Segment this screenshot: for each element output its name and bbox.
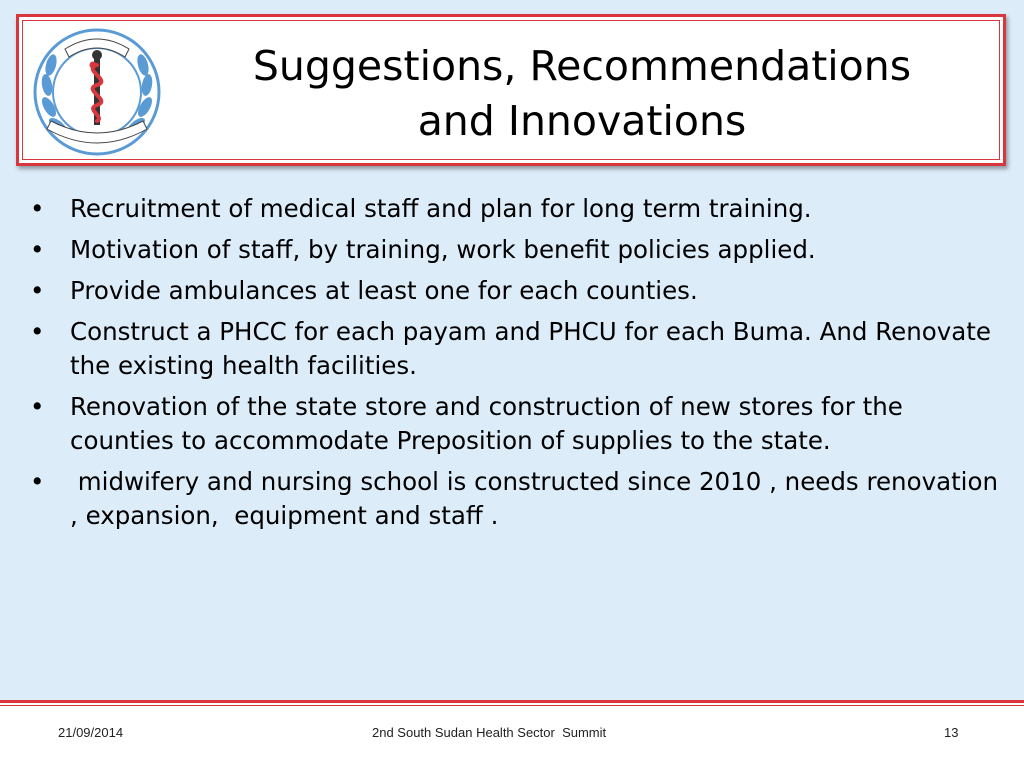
bullet-text: Renovation of the state store and construction of new stores for the counties to accommodate Preposition of supplies to the state. xyxy=(70,392,903,455)
footer-date: 21/09/2014 xyxy=(58,725,124,740)
footer-divider xyxy=(0,700,1024,703)
title-line-2: and Innovations xyxy=(417,97,747,145)
title-line-1: Suggestions, Recommendations xyxy=(252,42,912,90)
bullet-list xyxy=(30,192,1005,540)
bullet-marker: • xyxy=(30,317,45,346)
footer-divider-thin xyxy=(0,705,1024,706)
bullet-marker: • xyxy=(30,194,45,223)
bullet-item xyxy=(30,465,1005,533)
bullet-marker: • xyxy=(30,276,45,305)
bullet-marker: • xyxy=(30,467,45,496)
bullet-item xyxy=(30,192,1005,226)
bullet-item xyxy=(30,274,1005,308)
bullet-marker: • xyxy=(30,392,45,421)
bullet-marker: • xyxy=(30,235,45,264)
footer-page-number: 13 xyxy=(944,725,959,740)
bullet-text: Recruitment of medical staff and plan for long term training. xyxy=(70,194,812,223)
bullet-text: Construct a PHCC for each payam and PHCU for each Buma. And Renovate the existing health facilities. xyxy=(70,317,991,380)
bullet-text: midwifery and nursing school is constructed since 2010 , needs renovation , expansion, equipment and staff . xyxy=(70,467,1006,530)
bullet-text: Provide ambulances at least one for each counties. xyxy=(70,276,698,305)
bullet-text: Motivation of staff, by training, work benefit policies applied. xyxy=(70,235,816,264)
ministry-of-health-seal-icon xyxy=(27,25,167,159)
slide-title xyxy=(169,39,995,149)
bullet-item xyxy=(30,233,1005,267)
footer-event-name: 2nd South Sudan Health Sector Summit xyxy=(372,725,607,740)
title-box xyxy=(16,14,1006,166)
bullet-item xyxy=(30,315,1005,383)
bullet-item xyxy=(30,390,1005,458)
